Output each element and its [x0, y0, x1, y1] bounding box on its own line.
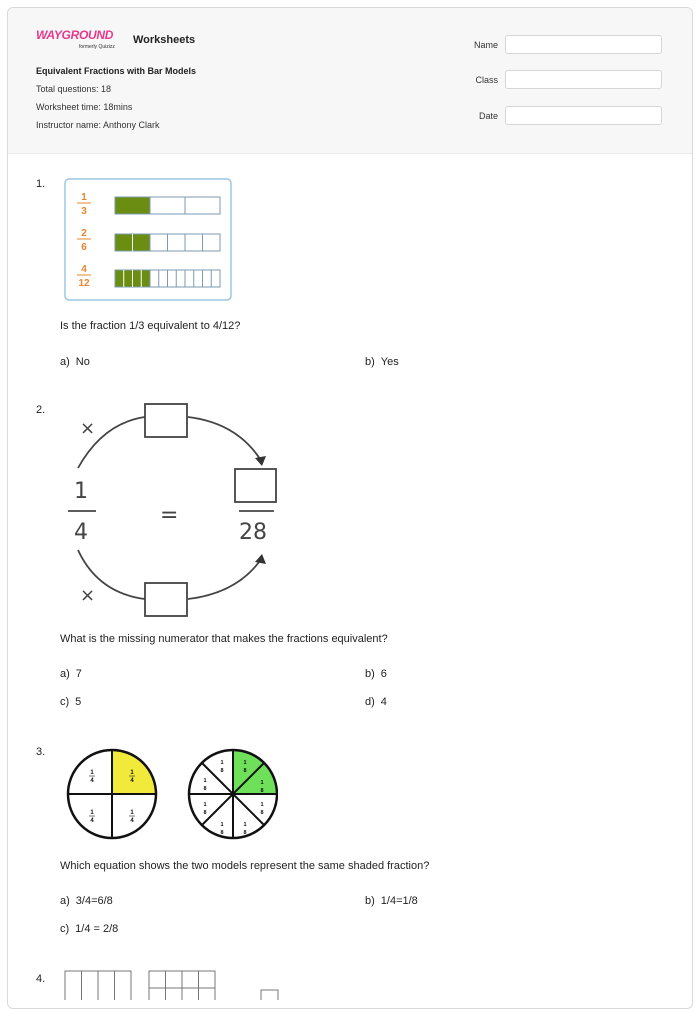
svg-text:6: 6	[81, 242, 87, 253]
question-2-fraction-diagram	[58, 398, 288, 620]
svg-text:1: 1	[243, 822, 247, 828]
svg-text:1: 1	[203, 802, 207, 808]
class-input[interactable]	[505, 70, 662, 89]
brand-name: WAYGROUND	[36, 28, 114, 42]
svg-text:1: 1	[260, 780, 264, 786]
svg-text:8: 8	[203, 786, 207, 792]
svg-text:4: 4	[130, 778, 134, 784]
svg-text:12: 12	[78, 278, 90, 289]
svg-text:1: 1	[81, 192, 87, 203]
svg-text:8: 8	[203, 810, 207, 816]
date-label: Date	[478, 111, 498, 121]
svg-text:8: 8	[260, 810, 264, 816]
svg-text:8: 8	[243, 830, 247, 836]
right-denominator: 28	[239, 520, 267, 545]
svg-text:4: 4	[90, 778, 94, 784]
svg-text:1: 1	[130, 810, 134, 816]
svg-text:2: 2	[81, 228, 87, 239]
svg-text:8: 8	[260, 788, 264, 794]
question-1-option-a[interactable]: a) No	[60, 356, 90, 368]
name-input[interactable]	[505, 35, 662, 54]
question-1-bar-model-image	[64, 178, 232, 301]
total-questions: Total questions: 18	[36, 84, 112, 94]
svg-text:4: 4	[90, 818, 94, 824]
instructor-name: Instructor name: Anthony Clark	[36, 120, 160, 130]
wayground-logo	[36, 28, 128, 60]
app-title: Worksheets	[133, 34, 196, 46]
question-2-option-b[interactable]: b) 6	[365, 668, 387, 680]
question-1-text: Is the fraction 1/3 equivalent to 4/12?	[60, 320, 241, 332]
svg-text:8: 8	[243, 768, 247, 774]
left-denominator: 4	[74, 520, 88, 545]
svg-text:=: =	[160, 503, 179, 528]
svg-text:8: 8	[220, 830, 224, 836]
question-3-option-a[interactable]: a) 3/4=6/8	[60, 895, 113, 907]
svg-text:1: 1	[203, 778, 207, 784]
worksheet-time: Worksheet time: 18mins	[36, 102, 133, 112]
name-label: Name	[473, 40, 498, 50]
question-2-text: What is the missing numerator that makes the fractions equivalent?	[60, 633, 388, 645]
worksheet-header	[8, 8, 692, 154]
question-3-circle-models	[66, 746, 278, 842]
question-3-number: 3.	[36, 746, 46, 758]
svg-text:4: 4	[130, 818, 134, 824]
svg-text:1: 1	[243, 760, 247, 766]
date-input[interactable]	[505, 106, 662, 125]
question-4-bar-model-image	[64, 970, 294, 1000]
svg-text:4: 4	[81, 264, 87, 275]
question-3-option-c[interactable]: c) 1/4 = 2/8	[60, 923, 119, 935]
question-4-number: 4.	[36, 973, 46, 985]
svg-text:1: 1	[220, 760, 224, 766]
question-1-number: 1.	[36, 178, 46, 190]
class-label: Class	[475, 75, 498, 85]
svg-text:8: 8	[220, 768, 224, 774]
question-2-number: 2.	[36, 404, 46, 416]
brand-subtitle: formerly Quizizz	[79, 44, 115, 50]
svg-text:1: 1	[220, 822, 224, 828]
question-2-option-a[interactable]: a) 7	[60, 668, 82, 680]
svg-text:×: ×	[80, 418, 96, 439]
svg-text:3: 3	[81, 206, 87, 217]
question-2-option-d[interactable]: d) 4	[365, 696, 387, 708]
svg-text:1: 1	[130, 770, 134, 776]
svg-text:1: 1	[260, 802, 264, 808]
svg-text:1: 1	[90, 810, 94, 816]
question-3-option-b[interactable]: b) 1/4=1/8	[365, 895, 418, 907]
worksheet-title: Equivalent Fractions with Bar Models	[36, 66, 197, 76]
question-2-option-c[interactable]: c) 5	[60, 696, 82, 708]
worksheet-page	[7, 7, 693, 1009]
question-1-option-b[interactable]: b) Yes	[365, 356, 399, 368]
question-3-text: Which equation shows the two models represent the same shaded fraction?	[60, 860, 430, 872]
svg-text:×: ×	[80, 585, 96, 606]
svg-text:1: 1	[90, 770, 94, 776]
left-numerator: 1	[74, 479, 88, 504]
